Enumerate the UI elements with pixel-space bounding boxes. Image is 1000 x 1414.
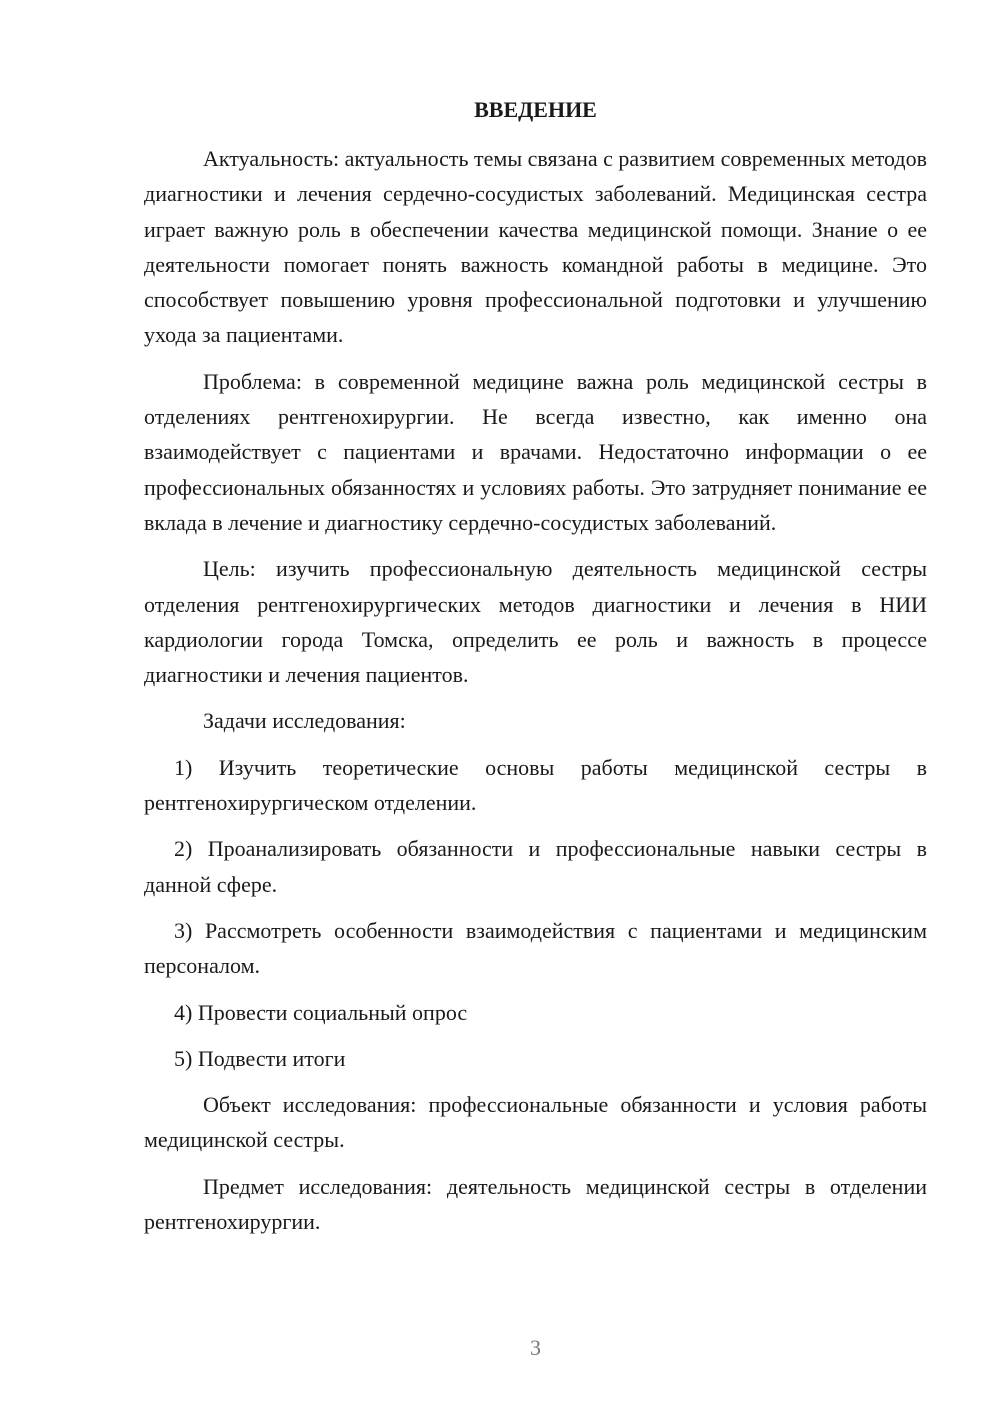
task-item-2: 2) Проанализировать обязанности и профессиональные навыки сестры в данной сфере.	[144, 836, 927, 897]
task-item-1: 1) Изучить теоретические основы работы медицинской сестры в рентгенохирургическом отделении.	[144, 754, 927, 816]
section-heading: ВВЕДЕНИЕ	[474, 97, 597, 122]
goal-paragraph: Цель: изучить профессиональную деятельность медицинской сестры отделения рентгенохирургических методов диагностики и лечения в НИИ кардиологии города Томска, определить ее роль и важность в процессе диагностики и лечения пациентов.	[144, 556, 927, 688]
document-body	[144, 141, 927, 1250]
task-item-3: 3) Рассмотреть особенности взаимодействия с пациентами и медицинским персоналом.	[144, 917, 927, 979]
page-number: 3	[530, 1335, 541, 1360]
problem-paragraph: Проблема: в современной медицине важна роль медицинской сестры в отделениях рентгенохирургии. Не всегда известно, как именно она взаимодействует с пациентами и врачами. Недостаточно информации о ее профессиональных обязанностях и условиях работы. Это затрудняет понимание ее вклада в лечение и диагностику сердечно-сосудистых заболеваний.	[144, 368, 927, 535]
task-item-5: 5) Подвести итоги	[174, 1045, 346, 1071]
task-item-4: 4) Провести социальный опрос	[174, 999, 468, 1025]
relevance-paragraph: Актуальность: актуальность темы связана с развитием современных методов диагностики и лечения сердечно-сосудистых заболеваний. Медицинская сестра играет важную роль в обеспечении качества медицинской помощи. Знание о ее деятельности помогает понять важность командной работы в медицине. Это способствует повышению уровня профессиональной подготовки и улучшению ухода за пациентами.	[144, 146, 927, 348]
tasks-heading: Задачи исследования:	[203, 708, 406, 734]
object-paragraph: Объект исследования: профессиональные обязанности и условия работы медицинской сестры.	[144, 1092, 927, 1153]
subject-paragraph: Предмет исследования: деятельность медицинской сестры в отделении рентгенохирургии.	[144, 1173, 927, 1235]
